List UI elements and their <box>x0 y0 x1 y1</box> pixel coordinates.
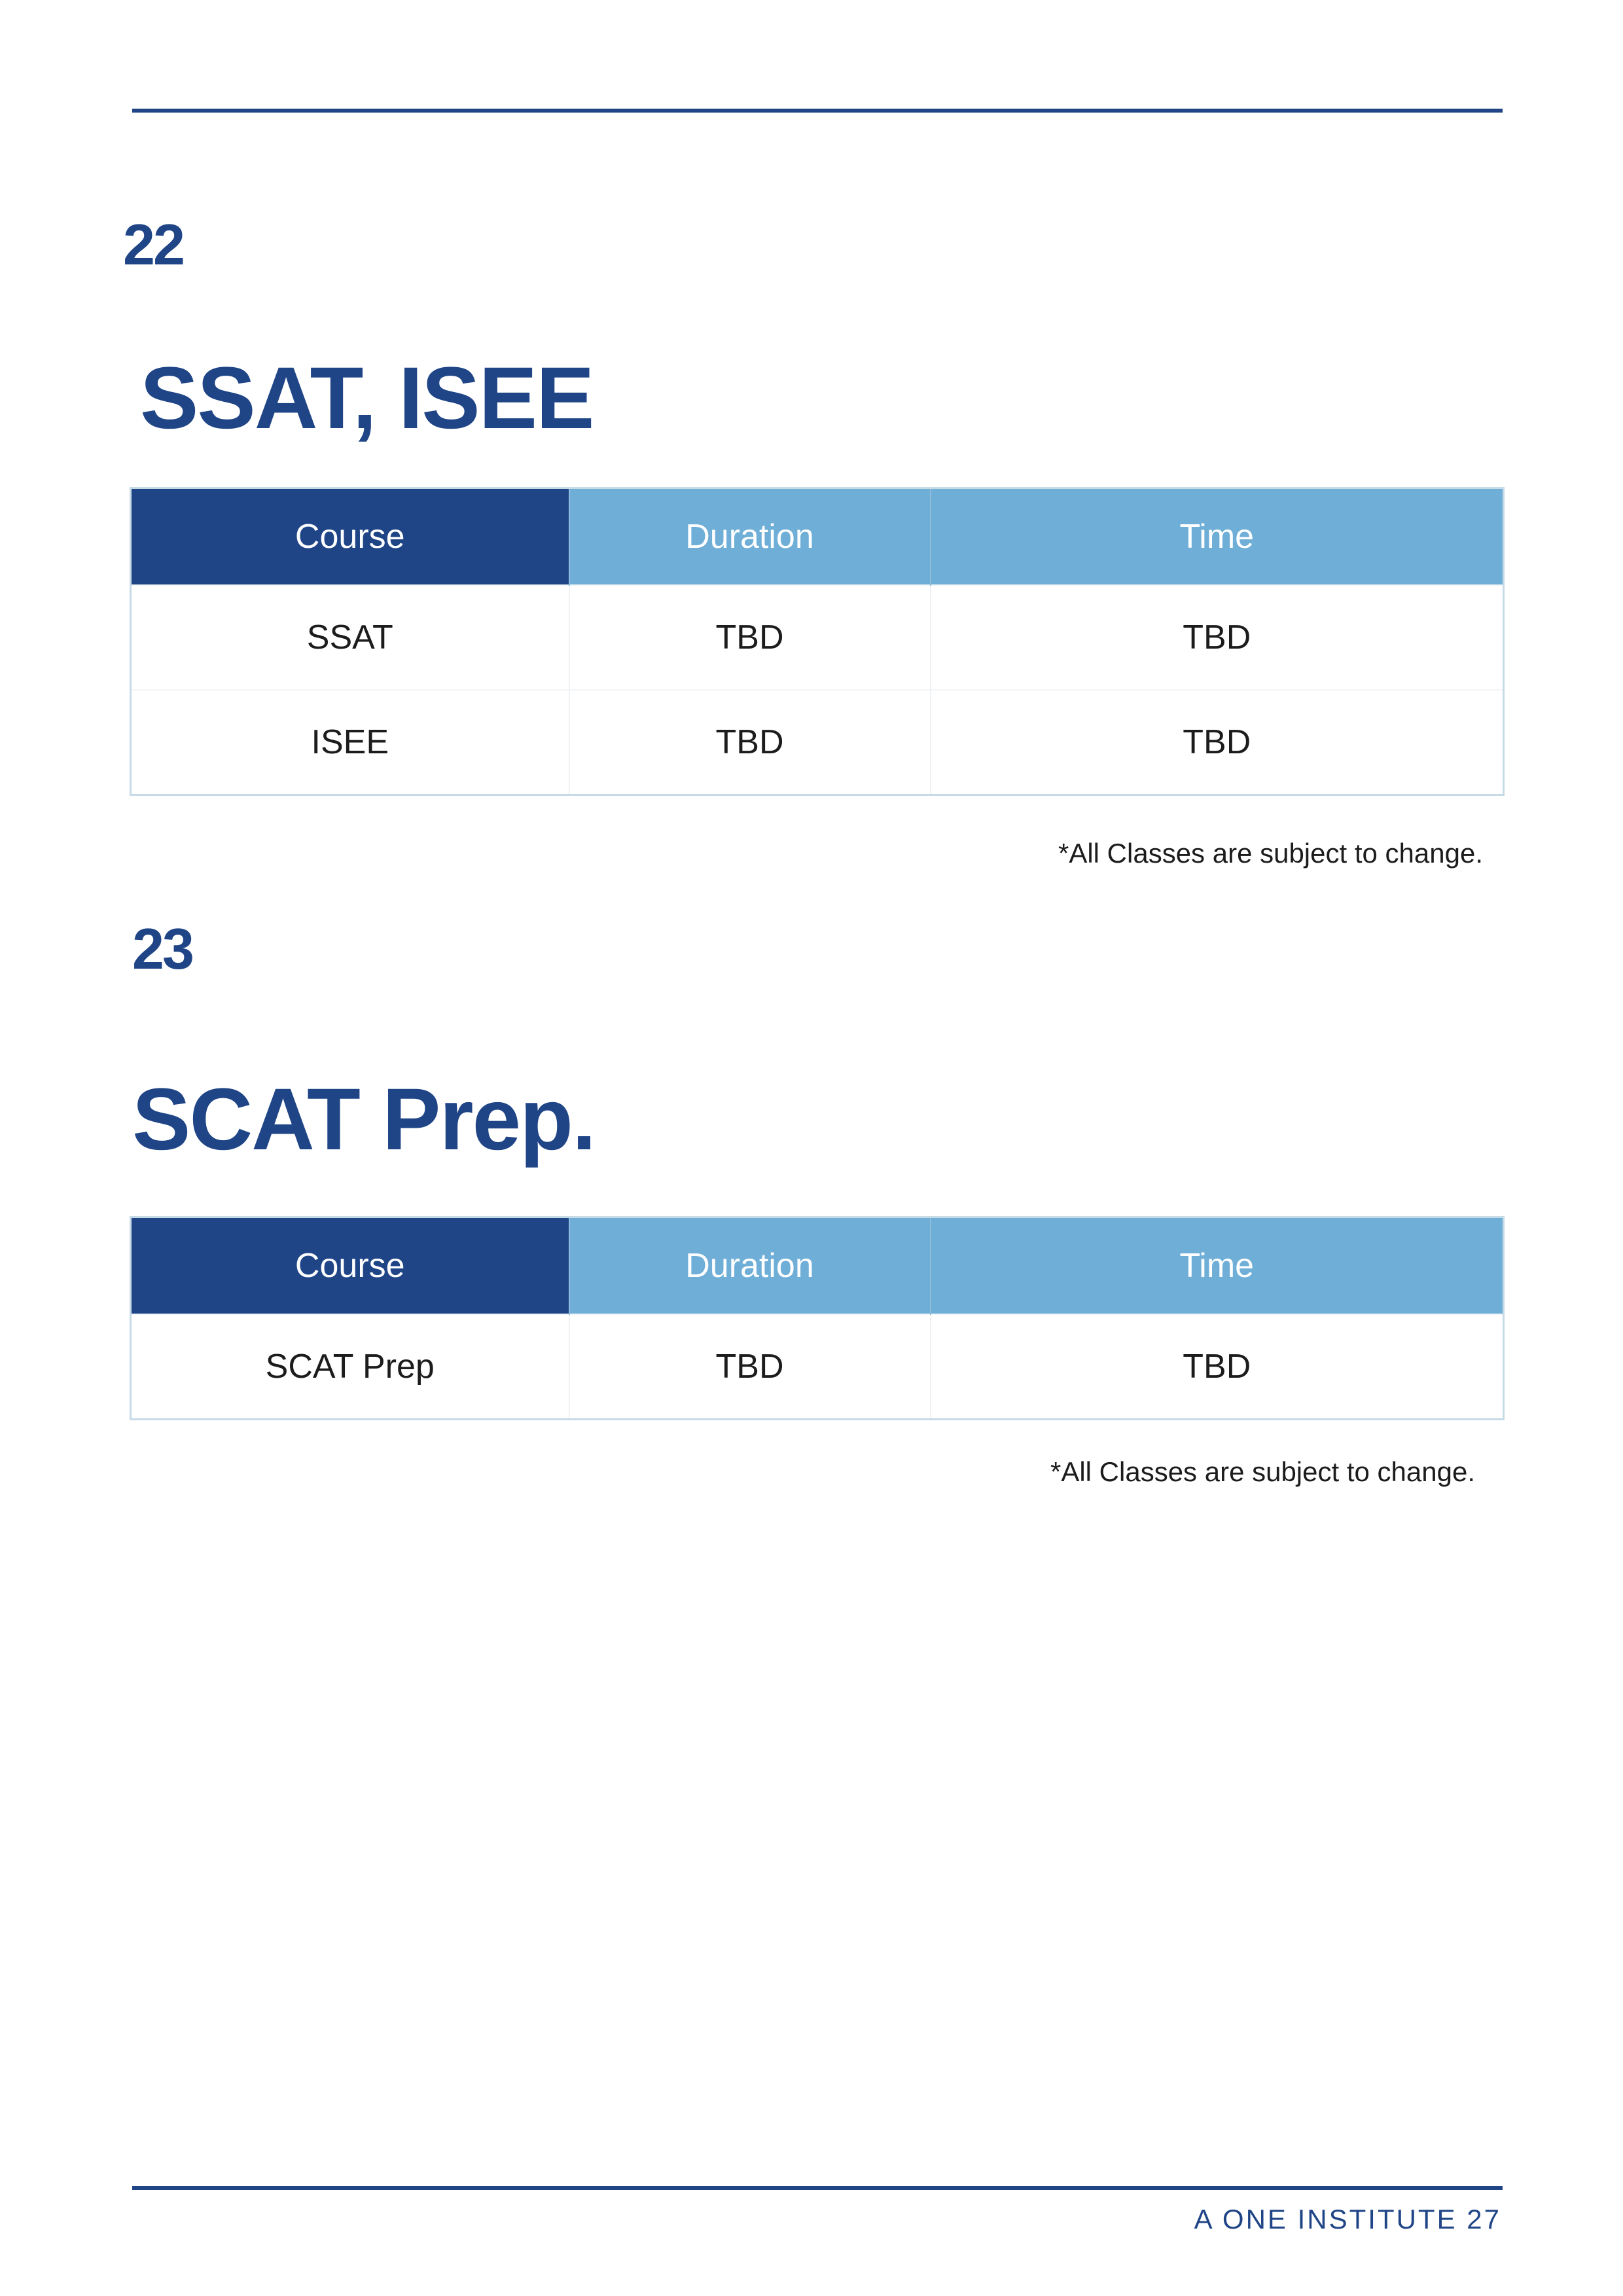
cell-time: TBD <box>931 690 1504 795</box>
cell-duration: TBD <box>569 690 931 795</box>
footer-page-label: A ONE INSTITUTE 27 <box>1194 2204 1501 2234</box>
table-row <box>131 585 1504 690</box>
ssat-isee-table <box>130 487 1505 796</box>
header-duration: Duration <box>569 488 931 586</box>
cell-time: TBD <box>931 1314 1504 1420</box>
header-duration: Duration <box>569 1217 931 1315</box>
table-row <box>131 1314 1504 1420</box>
cell-duration: TBD <box>569 1314 931 1420</box>
cell-course: SCAT Prep <box>131 1314 569 1420</box>
top-rule <box>132 109 1503 113</box>
header-time: Time <box>931 488 1504 586</box>
table-row <box>131 690 1504 795</box>
section-title-ssat-isee: SSAT, ISEE <box>140 350 594 447</box>
table-header-row <box>131 488 1504 586</box>
header-time: Time <box>931 1217 1504 1315</box>
bottom-rule <box>132 2186 1503 2190</box>
cell-time: TBD <box>931 585 1504 690</box>
cell-duration: TBD <box>569 585 931 690</box>
scat-prep-table <box>130 1216 1505 1420</box>
section-title-scat-prep: SCAT Prep. <box>132 1071 596 1168</box>
change-note: *All Classes are subject to change. <box>1050 1456 1475 1487</box>
cell-course: SSAT <box>131 585 569 690</box>
section-number-22: 22 <box>123 212 183 277</box>
header-course: Course <box>131 1217 569 1315</box>
cell-course: ISEE <box>131 690 569 795</box>
header-course: Course <box>131 488 569 586</box>
section-number-23: 23 <box>132 916 192 981</box>
table-header-row <box>131 1217 1504 1315</box>
change-note: *All Classes are subject to change. <box>1058 838 1483 869</box>
